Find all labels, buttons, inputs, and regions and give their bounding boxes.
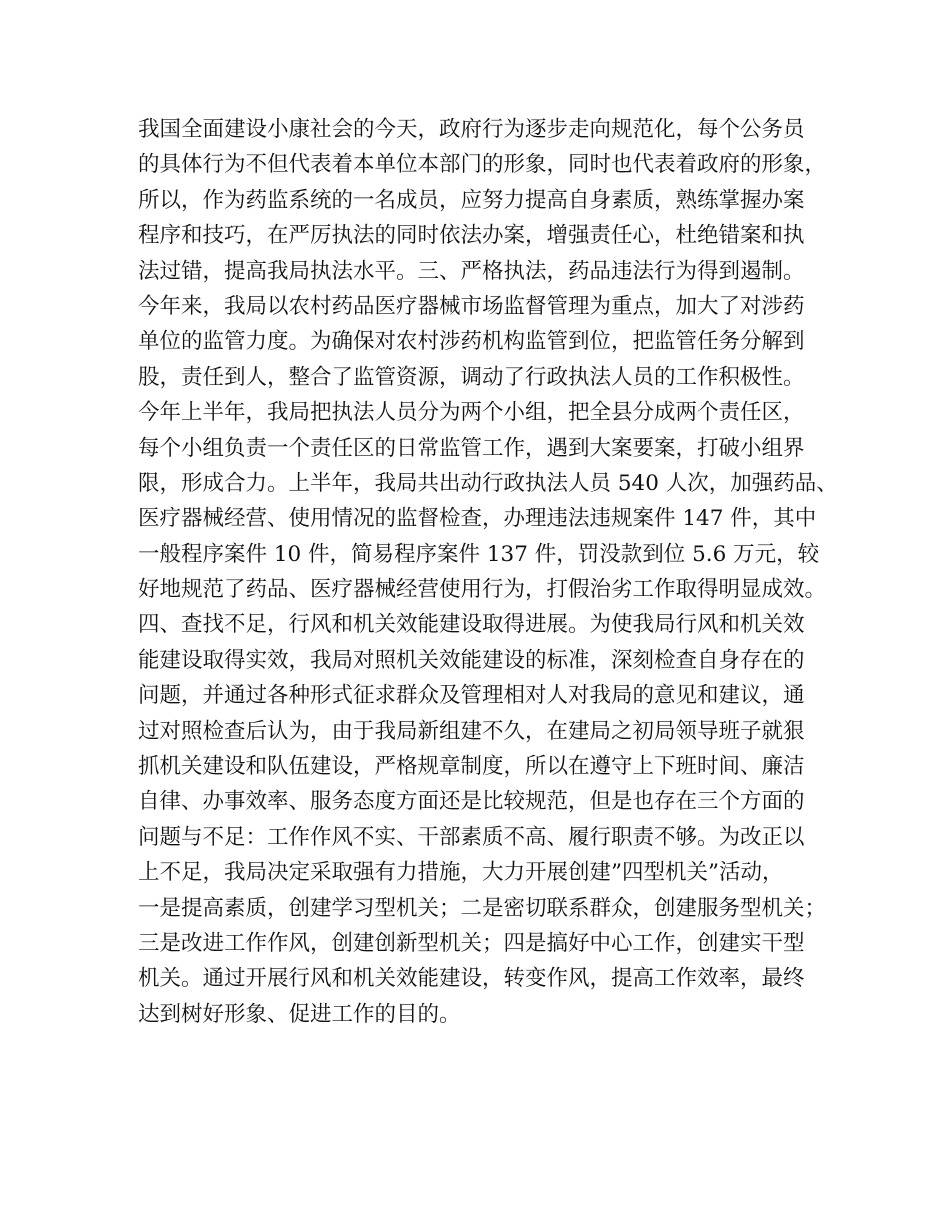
text-line: 所以，作为药监系统的一名成员，应努力提高自身素质，熟练掌握办案 xyxy=(138,187,805,213)
text-line: 法过错，提高我局执法水平。三、严格执法，药品违法行为得到遏制。 xyxy=(138,258,805,284)
text-line: 问题，并通过各种形式征求群众及管理相对人对我局的意见和建议，通 xyxy=(138,683,805,709)
text-line: 一是提高素质，创建学习型机关；二是密切联系群众，创建服务型机关； xyxy=(138,895,827,921)
text-line: 能建设取得实效，我局对照机关效能建设的标准，深刻检查自身存在的 xyxy=(138,647,805,673)
text-line: 抓机关建设和队伍建设，严格规章制度，所以在遵守上下班时间、廉洁 xyxy=(138,754,805,780)
text-line: 医疗器械经营、使用情况的监督检查，办理违法违规案件 147 件，其中 xyxy=(138,506,817,532)
text-line: 今年上半年，我局把执法人员分为两个小组，把全县分成两个责任区， xyxy=(138,400,805,426)
text-line: 机关。通过开展行风和机关效能建设，转变作风，提高工作效率，最终 xyxy=(138,966,805,992)
text-line: 限，形成合力。上半年，我局共出动行政执法人员 540 人次，加强药品、 xyxy=(138,470,838,496)
text-line: 今年来，我局以农村药品医疗器械市场监督管理为重点，加大了对涉药 xyxy=(138,293,805,319)
text-line: 好地规范了药品、医疗器械经营使用行为，打假治劣工作取得明显成效。 xyxy=(138,577,827,603)
text-line: 每个小组负责一个责任区的日常监管工作，遇到大案要案，打破小组界 xyxy=(138,435,805,461)
text-line: 三是改进工作作风，创建创新型机关；四是搞好中心工作，创建实干型 xyxy=(138,930,805,956)
text-line: 问题与不足：工作作风不实、干部素质不高、履行职责不够。为改正以 xyxy=(138,824,805,850)
text-line: 一般程序案件 10 件，简易程序案件 137 件，罚没款到位 5.6 万元，较 xyxy=(138,541,820,567)
text-line: 单位的监管力度。为确保对农村涉药机构监管到位，把监管任务分解到 xyxy=(138,329,805,355)
text-line: 程序和技巧，在严厉执法的同时依法办案，增强责任心，杜绝错案和执 xyxy=(138,223,805,249)
body-text xyxy=(138,112,838,1032)
text-line: 达到树好形象、促进工作的目的。 xyxy=(138,1001,461,1027)
text-line: 我国全面建设小康社会的今天，政府行为逐步走向规范化，每个公务员 xyxy=(138,117,805,142)
text-line: 的具体行为不但代表着本单位本部门的形象，同时也代表着政府的形象， xyxy=(138,152,827,178)
text-line: 过对照检查后认为，由于我局新组建不久，在建局之初局领导班子就狠 xyxy=(138,718,805,744)
text-line: 四、查找不足，行风和机关效能建设取得进展。为使我局行风和机关效 xyxy=(138,612,805,638)
text-line: 股，责任到人，整合了监管资源，调动了行政执法人员的工作积极性。 xyxy=(138,364,805,390)
text-line: 上不足，我局决定采取强有力措施，大力开展创建”四型机关”活动， xyxy=(138,860,784,886)
text-line: 自律、办事效率、服务态度方面还是比较规范，但是也存在三个方面的 xyxy=(138,789,805,815)
